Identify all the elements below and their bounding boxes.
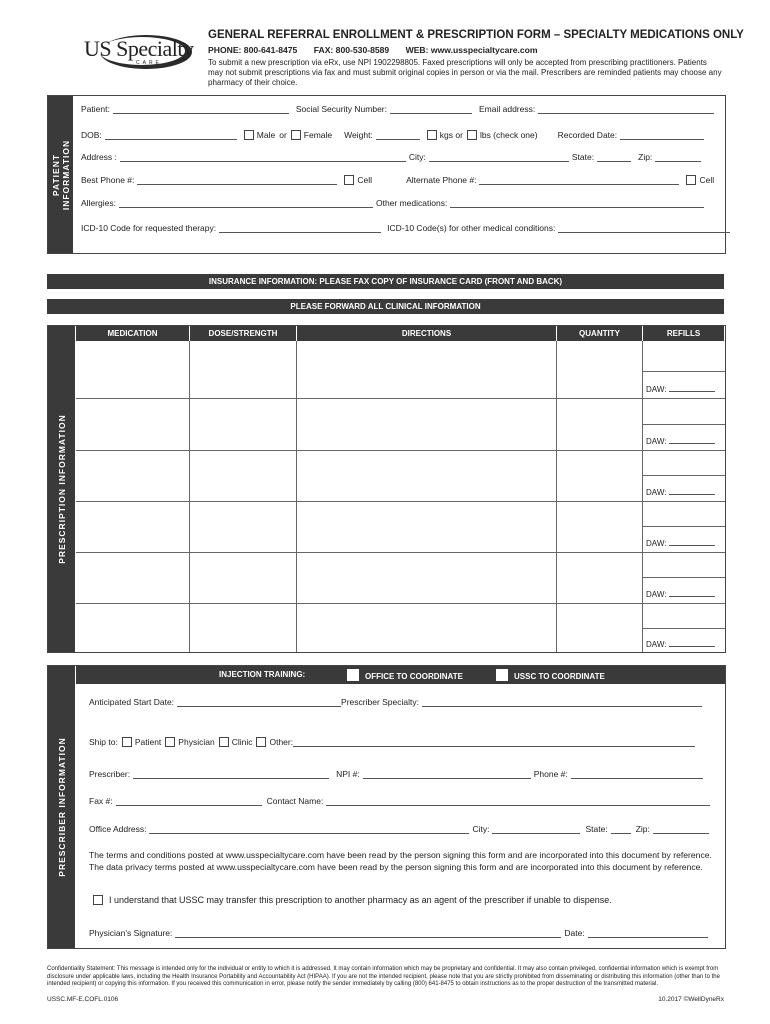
prescriber-side-label: PRESCRIBER INFORMATION: [48, 666, 75, 948]
daw-field-3[interactable]: DAW:: [646, 485, 718, 497]
specialty-field[interactable]: [422, 697, 702, 707]
signature-field[interactable]: [175, 928, 561, 938]
best-phone-label: Best Phone #:: [81, 175, 135, 185]
office-state-label: State:: [585, 824, 608, 834]
contact-name-field[interactable]: [326, 796, 710, 806]
other-meds-field[interactable]: [450, 198, 704, 208]
prescriber-field[interactable]: [133, 769, 329, 779]
transfer-checkbox[interactable]: [93, 895, 103, 905]
specialty-label: Prescriber Specialty:: [341, 697, 419, 707]
ship-clinic-checkbox[interactable]: [219, 737, 229, 747]
other-meds-label: Other medications:: [375, 198, 448, 208]
lbs-label: lbs (check one): [479, 130, 538, 140]
web-link[interactable]: WEB: www.usspecialtycare.com: [405, 45, 538, 55]
clinical-bar: PLEASE FORWARD ALL CLINICAL INFORMATION: [47, 299, 724, 314]
ship-patient-checkbox[interactable]: [122, 737, 132, 747]
fax-text: FAX: 800-530-8589: [313, 45, 390, 55]
daw-field-2[interactable]: DAW:: [646, 434, 718, 446]
zip-field[interactable]: [655, 152, 701, 162]
form-title: GENERAL REFERRAL ENROLLMENT & PRESCRIPTION FORM – SPECIALTY MEDICATIONS ONLY: [208, 29, 744, 41]
state-label: State:: [571, 152, 595, 162]
daw-field-5[interactable]: DAW:: [646, 587, 718, 599]
recorded-date-field[interactable]: [620, 130, 704, 140]
best-phone-field[interactable]: [137, 175, 337, 185]
weight-label: Weight:: [344, 130, 373, 140]
female-label: Female: [303, 130, 333, 140]
patient-side-label: PATIENT INFORMATION: [48, 96, 73, 253]
email-field[interactable]: [538, 104, 714, 114]
daw-field-4[interactable]: DAW:: [646, 536, 718, 548]
kgs-checkbox[interactable]: [427, 130, 437, 140]
alt-phone-cell-checkbox[interactable]: [686, 175, 696, 185]
prescriber-section: [47, 665, 726, 949]
logo-text: US Specialty: [84, 36, 194, 61]
prescriber-fax-label: Fax #:: [89, 796, 113, 806]
patient-section: [47, 95, 726, 254]
npi-label: NPI #:: [336, 769, 360, 779]
allergies-label: Allergies:: [81, 198, 116, 208]
transfer-label: I understand that USSC may transfer this prescription to another pharmacy as an agent of the prescriber if unable to dispense.: [109, 895, 612, 905]
col-medication: MEDICATION: [76, 326, 189, 341]
signature-label: Physician's Signature:: [89, 928, 173, 938]
best-phone-cell-checkbox[interactable]: [344, 175, 354, 185]
daw-field-1[interactable]: DAW:: [646, 382, 718, 394]
col-dose: DOSE/STRENGTH: [190, 326, 296, 341]
dob-field[interactable]: [105, 130, 237, 140]
ssn-label: Social Security Number:: [295, 104, 387, 114]
icd-requested-field[interactable]: [219, 223, 381, 233]
col-refills: REFILLS: [643, 326, 724, 341]
zip-label: Zip:: [638, 152, 653, 162]
contact-name-label: Contact Name:: [266, 796, 324, 806]
terms-text: The terms and conditions posted at www.usspecialtycare.com have been read by the person signing this form and are incorporated into this document by reference. The data privacy terms posted at www.usspecialtycare.com have been read by the person signing this form and are incorporated into this document by reference.: [89, 850, 712, 872]
ship-other-label: Other:: [269, 737, 294, 747]
ussc-coordinate-checkbox[interactable]: [496, 669, 508, 681]
icd-other-field[interactable]: [558, 223, 730, 233]
contact-line: [208, 45, 552, 55]
ship-to-label: Ship to:: [89, 737, 118, 747]
or-text: or: [279, 130, 287, 140]
alt-phone-field[interactable]: [479, 175, 679, 185]
form-code: USSC.MF-E.COFL.0106: [47, 996, 119, 1003]
allergies-field[interactable]: [119, 198, 373, 208]
prescription-section: [47, 325, 726, 653]
prescriber-phone-label: Phone #:: [533, 769, 568, 779]
state-field[interactable]: [597, 152, 631, 162]
injection-training-bar: [76, 666, 725, 684]
ship-physician-label: Physician: [178, 737, 215, 747]
male-label: Male: [256, 130, 276, 140]
lbs-checkbox[interactable]: [467, 130, 477, 140]
ssn-field[interactable]: [390, 104, 472, 114]
phone-text: PHONE: 800-641-8475: [208, 45, 298, 55]
injection-training-label: INJECTION TRAINING:: [219, 670, 306, 679]
office-city-field[interactable]: [492, 824, 580, 834]
ussc-coordinate-option[interactable]: USSC TO COORDINATE: [496, 669, 605, 681]
office-zip-field[interactable]: [653, 824, 709, 834]
city-label: City:: [408, 152, 426, 162]
col-quantity: QUANTITY: [557, 326, 642, 341]
daw-field-6[interactable]: DAW:: [646, 637, 718, 649]
ship-other-field[interactable]: [293, 737, 695, 747]
logo: [84, 30, 194, 74]
intro-text: To submit a new prescription via eRx, use NPI 1902298805. Faxed prescriptions will only be accepted from prescribing practitioners. Patients may not submit prescriptions via fax and must submit original copies in person or via the mail. Prescribers are reminded patients may choose any pharmacy of their choice.: [208, 58, 722, 87]
start-date-field[interactable]: [177, 697, 341, 707]
male-checkbox[interactable]: [244, 130, 254, 140]
signature-date-label: Date:: [564, 928, 585, 938]
form-version: 10.2017 ©WellDyneRx: [658, 996, 724, 1003]
prescriber-phone-field[interactable]: [571, 769, 703, 779]
weight-field[interactable]: [376, 130, 420, 140]
city-field[interactable]: [429, 152, 569, 162]
best-phone-cell-label: Cell: [357, 175, 373, 185]
ship-clinic-label: Clinic: [231, 737, 253, 747]
patient-name-field[interactable]: [113, 104, 289, 114]
prescription-side-label: PRESCRIPTION INFORMATION: [48, 326, 75, 652]
icd-requested-label: ICD-10 Code for requested therapy:: [81, 223, 217, 233]
office-coordinate-checkbox[interactable]: [347, 669, 359, 681]
start-date-label: Anticipated Start Date:: [89, 697, 175, 707]
dob-label: DOB:: [81, 130, 102, 140]
office-address-field[interactable]: [149, 824, 469, 834]
office-city-label: City:: [472, 824, 490, 834]
patient-label: Patient:: [81, 104, 110, 114]
alt-phone-label: Alternate Phone #:: [406, 175, 477, 185]
logo-subtext: CARE: [136, 60, 162, 66]
col-directions: DIRECTIONS: [297, 326, 556, 341]
ship-patient-label: Patient: [134, 737, 162, 747]
office-state-field[interactable]: [611, 824, 631, 834]
confidentiality-statement: Confidentiality Statement: This message is intended only for the individual or entity to which it is addressed. It may contain information which may be proprietary and confidential. It may also contain privileged, confidential information which is exempt from disclosure under applicable laws, including the Health Insurance Portability and Accountability Act (HIPAA). If you are not the intended recipient, please note that you are strictly prohibited from disseminating or distributing this information (other than to the intended recipient) or copying this information. If you received this communication in error, please notify the sender immediately by calling (800) 641-8475 to obtain instructions as to the proper destruction of the transmitted material.: [47, 966, 720, 987]
office-coordinate-option[interactable]: OFFICE TO COORDINATE: [347, 669, 463, 681]
insurance-bar: INSURANCE INFORMATION: PLEASE FAX COPY OF INSURANCE CARD (FRONT AND BACK): [47, 274, 724, 289]
prescriber-label: Prescriber:: [89, 769, 131, 779]
alt-phone-cell-label: Cell: [699, 175, 715, 185]
signature-date-field[interactable]: [588, 928, 708, 938]
ship-other-checkbox[interactable]: [256, 737, 266, 747]
icd-other-label: ICD-10 Code(s) for other medical conditions:: [387, 223, 556, 233]
prescriber-fax-field[interactable]: [116, 796, 262, 806]
kgs-label: kgs or: [439, 130, 463, 140]
address-label: Address :: [81, 152, 117, 162]
female-checkbox[interactable]: [291, 130, 301, 140]
ship-physician-checkbox[interactable]: [165, 737, 175, 747]
office-zip-label: Zip:: [635, 824, 650, 834]
office-address-label: Office Address:: [89, 824, 147, 834]
address-field[interactable]: [120, 152, 406, 162]
recorded-date-label: Recorded Date:: [557, 130, 618, 140]
email-label: Email address:: [479, 104, 536, 114]
npi-field[interactable]: [363, 769, 531, 779]
